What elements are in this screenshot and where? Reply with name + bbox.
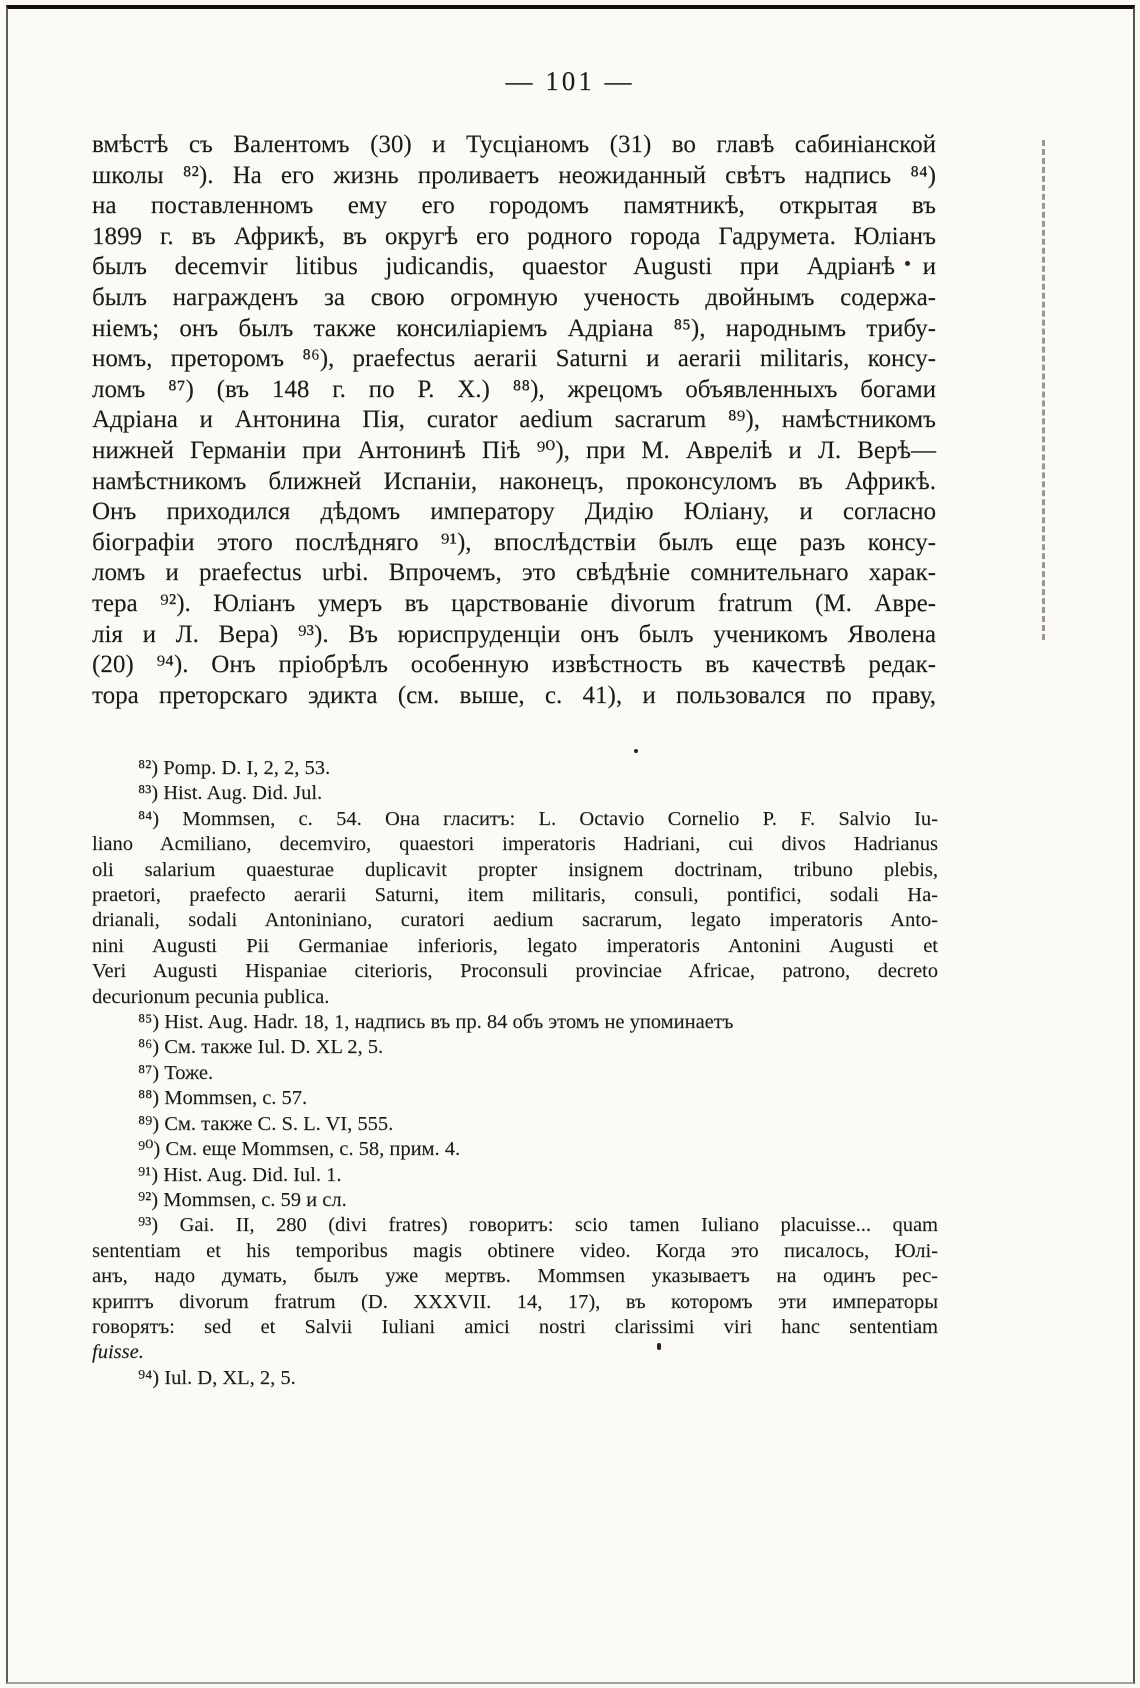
main-text-line: ніемъ; онъ былъ также консиліаріемъ Адріана ⁸⁵), народнымъ трибу-: [92, 314, 936, 342]
main-text-line: былъ decemvir litibus judicandis, quaestor Augusti при Адріанѣ и: [92, 253, 936, 281]
main-text-line: лія и Л. Вера) ⁹³). Въ юриспруденціи онъ былъ ученикомъ Яволена: [92, 620, 936, 648]
footnotes-block: [92, 756, 938, 1391]
main-text-line: на поставленномъ ему его городомъ памятникѣ, открытая въ: [92, 192, 936, 220]
footnote-line: ⁸⁹) См. также C. S. L. VI, 555.: [138, 1112, 394, 1135]
footnote-line: ⁹²) Mommsen, c. 59 и сл.: [138, 1188, 347, 1211]
main-text-line: тора преторскаго эдикта (см. выше, с. 41), и пользовался по праву,: [92, 681, 936, 709]
footnote-line: ⁸⁶) См. также Iul. D. XL 2, 5.: [138, 1036, 384, 1059]
footnote-line: nini Augusti Pii Germaniae inferioris, legato imperatoris Antonini Augusti et: [92, 934, 938, 957]
footnote-line: decurionum pecunia publica.: [92, 985, 330, 1008]
footnote-line: ⁸³) Hist. Aug. Did. Jul.: [138, 782, 323, 805]
footnote-line: liano Acmiliano, decemviro, quaestori imperatoris Hadriani, cui divos Hadrianus: [92, 833, 938, 856]
main-text-line: ломъ и praefectus urbi. Впрочемъ, это свѣдѣніе сомнительнаго харак-: [92, 559, 936, 587]
main-text-line: былъ награжденъ за свою огромную ученость двойнымъ содержа-: [92, 283, 936, 311]
footnote-line: ⁸⁸) Mommsen, c. 57.: [138, 1087, 308, 1110]
footnote-line: ⁸⁷) Тоже.: [138, 1061, 214, 1084]
footnote-line: fuisse.: [92, 1341, 144, 1364]
footnote-line: ⁹³) Gai. II, 280 (divi fratres) говоритъ: scio tamen Iuliano placuisse... quam: [138, 1214, 938, 1237]
main-text-block: [92, 130, 936, 711]
footnote-line: ⁸⁴) Mommsen, c. 54. Она гласитъ: L. Octavio Cornelio P. F. Salvio Iu-: [138, 807, 938, 830]
page-number: — 101 —: [505, 66, 635, 96]
main-text-line: ломъ ⁸⁷) (въ 148 г. по Р. X.) ⁸⁸), жрецомъ объявленныхъ богами: [92, 375, 936, 403]
footnote-line: криптъ divorum fratrum (D. XXXVII. 14, 17), въ которомъ эти императоры: [92, 1290, 938, 1313]
main-text-line: тера ⁹²). Юліанъ умеръ въ царствованіе divorum fratrum (М. Авре-: [92, 589, 936, 617]
footnote-line: ⁸⁵) Hist. Aug. Hadr. 18, 1, надпись въ пр. 84 объ этомъ не упоминаетъ: [138, 1011, 734, 1034]
main-text-line: 1899 г. въ Африкѣ, въ округѣ его родного города Гадрумета. Юліанъ: [92, 222, 936, 250]
footnote-line: ⁹⁰) См. еще Mommsen, c. 58, прим. 4.: [138, 1138, 461, 1161]
main-text-line: нижней Германіи при Антонинѣ Піѣ ⁹⁰), при М. Авреліѣ и Л. Верѣ—: [92, 436, 936, 464]
main-text-line: біографіи этого послѣдняго ⁹¹), впослѣдствіи былъ еще разъ консу-: [92, 528, 936, 556]
main-text-line: Адріана и Антонина Пія, curator aedium sacrarum ⁸⁹), намѣстникомъ: [92, 406, 936, 434]
main-text-line: намѣстникомъ ближней Испаніи, наконецъ, проконсуломъ въ Африкѣ.: [92, 467, 936, 495]
main-text-line: вмѣстѣ съ Валентомъ (30) и Тусціаномъ (31) во главѣ сабиніанской: [92, 131, 936, 158]
main-text-line: Онъ приходился дѣдомъ императору Дидію Юліану, и согласно: [92, 498, 936, 526]
main-text-line: (20) ⁹⁴). Онъ пріобрѣлъ особенную извѣстность въ качествѣ редак-: [92, 651, 936, 679]
footnote-line: sententiam et his temporibus magis obtinere video. Когда это писалось, Юлі-: [92, 1239, 938, 1262]
main-text-line: номъ, преторомъ ⁸⁶), praefectus aerarii Saturni и aerarii militaris, консу-: [92, 345, 936, 373]
footnote-line: drianali, sodali Antoniniano, curatori aedium sacrarum, legato imperatoris Anto-: [92, 909, 938, 932]
footnote-line: ⁸²) Pomp. D. I, 2, 2, 53.: [138, 757, 331, 779]
footnote-line: praetori, praefecto aerarii Saturni, item militaris, consuli, pontifici, sodali Ha-: [92, 884, 938, 907]
footnote-line: ⁹¹) Hist. Aug. Did. Iul. 1.: [138, 1163, 342, 1186]
footnote-line: говорятъ: sed et Salvii Iuliani amici nostri clarissimi viri hanc sententiam: [92, 1315, 938, 1338]
margin-pencil-line: [1042, 140, 1045, 640]
footnote-line: oli salarium quaesturae duplicavit propter insignem doctrinam, tribuno plebis,: [92, 858, 938, 881]
footnote-line: ⁹⁴) Iul. D, XL, 2, 5.: [138, 1366, 296, 1389]
main-text-line: школы ⁸²). На его жизнь проливаетъ неожиданный свѣтъ надпись ⁸⁴): [92, 161, 936, 189]
footnote-line: Veri Augusti Hispaniae citerioris, Proconsuli provinciae Africae, patrono, decreto: [92, 960, 938, 983]
scan-speck: [634, 749, 638, 753]
footnote-line: анъ, надо думать, былъ уже мертвъ. Mommsen указываетъ на одинъ рес-: [92, 1265, 938, 1288]
